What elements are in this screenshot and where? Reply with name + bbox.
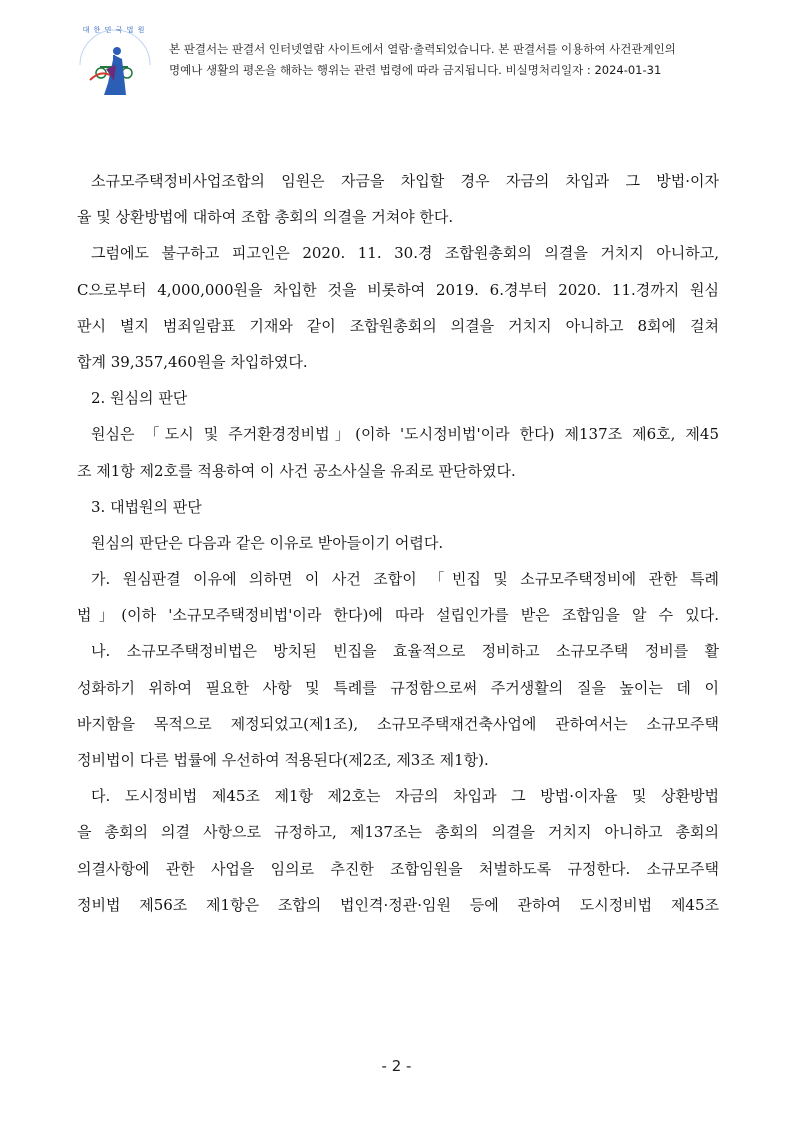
body-line: 판시 별지 범죄일람표 기재와 같이 조합원총회의 의결을 거치지 아니하고 8회에 걸쳐 bbox=[77, 316, 719, 335]
notice-line-2: 명예나 생활의 평온을 해하는 행위는 관련 법령에 따라 금지됩니다. 비실명처리일자 : 2024-01-31 bbox=[169, 63, 662, 77]
notice-line-1: 본 판결서는 판결서 인터넷열람 사이트에서 열람·출력되었습니다. 본 판결서를 이용하여 사건관계인의 bbox=[169, 42, 676, 56]
body-line: 성화하기 위하여 필요한 사항 및 특례를 규정함으로써 주거생활의 질을 높이는 데 이 bbox=[77, 678, 719, 697]
body-line: 바지함을 목적으로 제정되었고(제1조), 소규모주택재건축사업에 관하여서는 소규모주택 bbox=[77, 714, 719, 733]
body-line: 나. 소규모주택정비법은 방치된 빈집을 효율적으로 정비하고 소규모주택 정비를 활 bbox=[91, 642, 719, 661]
page-number: - 2 - bbox=[381, 1057, 412, 1075]
body-line: 합계 39,357,460원을 차입하였다. bbox=[77, 352, 308, 371]
court-emblem-icon bbox=[70, 25, 160, 100]
body-line: 다. 도시정비법 제45조 제1항 제2호는 자금의 차입과 그 방법·이자율 및 상환방법 bbox=[91, 787, 719, 806]
section-heading-supreme-court-judgment: 3. 대법원의 판단 bbox=[91, 497, 202, 516]
body-line: 그럼에도 불구하고 피고인은 2020. 11. 30.경 조합원총회의 의결을 거치지 아니하고, bbox=[91, 244, 719, 263]
body-line: 의결사항에 관한 사업을 임의로 추진한 조합임원을 처벌하도록 규정한다. 소규모주택 bbox=[77, 859, 719, 878]
body-line: C으로부터 4,000,000원을 차입한 것을 비롯하여 2019. 6.경부터 2020. 11.경까지 원심 bbox=[77, 280, 719, 299]
page-header bbox=[70, 25, 750, 100]
body-line: 정비법이 다른 법률에 우선하여 적용된다(제2조, 제3조 제1항). bbox=[77, 751, 489, 769]
body-line: 소규모주택정비사업조합의 임원은 자금을 차입할 경우 자금의 차입과 그 방법·이자 bbox=[91, 172, 719, 190]
body-line: 을 총회의 의결 사항으로 규정하고, 제137조는 총회의 의결을 거치지 아니하고 총회의 bbox=[77, 823, 719, 842]
body-line: 조 제1항 제2호를 적용하여 이 사건 공소사실을 유죄로 판단하였다. bbox=[77, 461, 516, 480]
body-line: 원심은 「도시 및 주거환경정비법」(이하 '도시정비법'이라 한다) 제137조 제6호, 제45 bbox=[91, 425, 719, 444]
body-line: 정비법 제56조 제1항은 조합의 법인격·정관·임원 등에 관하여 도시정비법 제45조 bbox=[77, 895, 719, 914]
inspection-notice bbox=[169, 39, 759, 81]
body-line: 법」(이하 '소규모주택정비법'이라 한다)에 따라 설립인가를 받은 조합임을 알 수 있다. bbox=[77, 606, 719, 625]
section-heading-original-judgment: 2. 원심의 판단 bbox=[91, 389, 188, 408]
body-line: 가. 원심판결 이유에 의하면 이 사건 조합이 「빈집 및 소규모주택정비에 관한 특례 bbox=[91, 570, 719, 589]
body-line: 율 및 상환방법에 대하여 조합 총회의 의결을 거쳐야 한다. bbox=[77, 208, 454, 227]
judgment-body bbox=[77, 163, 719, 923]
court-logo bbox=[70, 25, 160, 100]
logo-caption: 대 한 민 국 법 원 bbox=[82, 26, 146, 34]
body-line: 원심의 판단은 다음과 같은 이유로 받아들이기 어렵다. bbox=[91, 533, 444, 552]
